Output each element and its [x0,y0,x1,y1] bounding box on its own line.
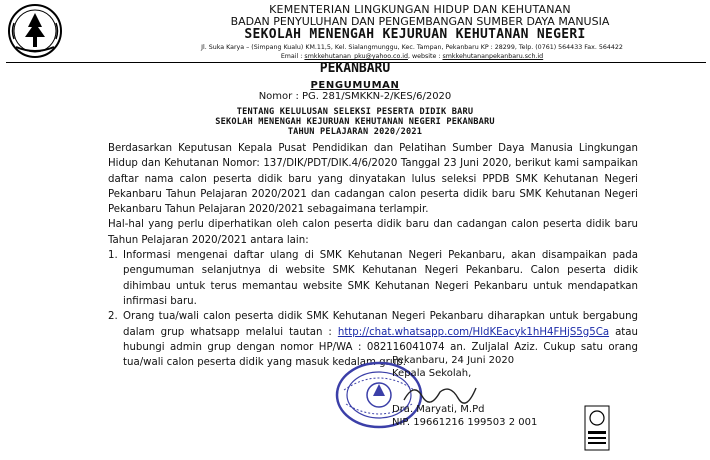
list-item-text: Orang tua/wali calon peserta didik SMK Kehutanan Negeri Pekanbaru diharapkan untuk bergabung dalam grup whatsapp melalui tautan : [123,311,638,338]
announcement-body [108,141,638,370]
subject-line-2: SEKOLAH MENENGAH KEJURUAN KEHUTANAN NEGERI PEKANBARU [215,117,495,127]
email-link[interactable]: smkkehutanan_pku@yahoo.co.id [304,53,408,60]
notes-list [108,248,638,370]
signature-name: Dra. Maryati, M.Pd [392,404,485,415]
website-label: , website : [407,53,441,60]
iso-certification-icon [584,405,610,451]
list-item-text-after: atau hubungi admin grup dengan nomor HP/WA : 08211604107​4 an. Zuljalal Aziz. Cukup satu orang tua/wali calon peserta didik yang masuk kedalam grup. [123,326,638,369]
letterhead-city: PEKANBARU [0,63,710,75]
website-link[interactable]: smkkehutananpekanbaru.sch.id [442,53,544,60]
handwritten-signature-icon [400,378,480,408]
whatsapp-group-link[interactable]: http://chat.whatsapp.com/HldKEacyk1hH4FHjS5g5Ca [337,326,610,338]
school-emblem-icon [6,3,64,59]
signature-place-date: Pekanbaru, 24 Juni 2020 [392,355,515,366]
notes-intro: Hal-hal yang perlu diperhatikan oleh calon peserta didik baru dan cadangan calon peserta didik baru Tahun Pelajaran 2020/2021 antara lain: [108,219,638,246]
letterhead-agency: BADAN PENYULUHAN DAN PENGEMBANGAN SUMBER DAYA MANUSIA [230,15,610,28]
letterhead-school: SEKOLAH MENENGAH KEJURUAN KEHUTANAN NEGERI [244,27,586,42]
email-label: Email : [280,53,303,60]
list-item-number: 1. [108,250,118,262]
announcement-title: PENGUMUMAN [310,80,400,91]
letterhead-contacts [114,53,710,61]
intro-paragraph: Berdasarkan Keputusan Kepala Pusat Pendidikan dan Pelatihan Sumber Daya Manusia Lingkungan Hidup dan Kehutanan Nomor: 137/DIK/PDT/DIK.4/6/2020 Tanggal 23 Juni 2020, berikut kami sampaikan daftar nama calon peserta didik baru yang dinyatakan lulus seleksi PPDB SMK Kehutanan Negeri Pekanbaru Tahun Pelajaran 2020/2021 dan cadangan calon peserta didik baru SMK Kehutanan Negeri Pekanbaru Tahun Pelajaran 2020/2021 sebagaimana terlampir. [108,143,638,216]
signature-nip: NIP. 19661216 199503 2 001 [392,417,538,428]
announcement-number: Nomor : PG. 281/SMKKN-2/KES/6/2020 [258,91,452,102]
subject-line-3: TAHUN PELAJARAN 2020/2021 [287,127,423,137]
letterhead-address: Jl. Suka Karya – (Simpang Kualu) KM.11,5, Kel. Sialangmunggu, Kec. Tampan, Pekanbaru KP : 28299, Telp. (0761) 564433 Fax. 564422 [201,44,623,51]
list-item [108,248,638,309]
subject-line-1: TENTANG KELULUSAN SELEKSI PESERTA DIDIK BARU [236,107,474,117]
signature-position: Kepala Sekolah, [392,368,472,379]
letterhead-ministry: KEMENTERIAN LINGKUNGAN HIDUP DAN KEHUTANAN [269,3,571,16]
list-item-number: 2. [108,311,118,323]
list-item-text: Informasi mengenai daftar ulang di SMK Kehutanan Negeri Pekanbaru, akan disampaikan pada pengumuman selanjutnya di website SMK Kehutanan Negeri Pekanbaru. Calon peserta didik dihimbau untuk terus memantau website SMK Kehutanan Negeri Pekanbaru untuk mendapatkan infirmasi baru. [123,250,638,307]
